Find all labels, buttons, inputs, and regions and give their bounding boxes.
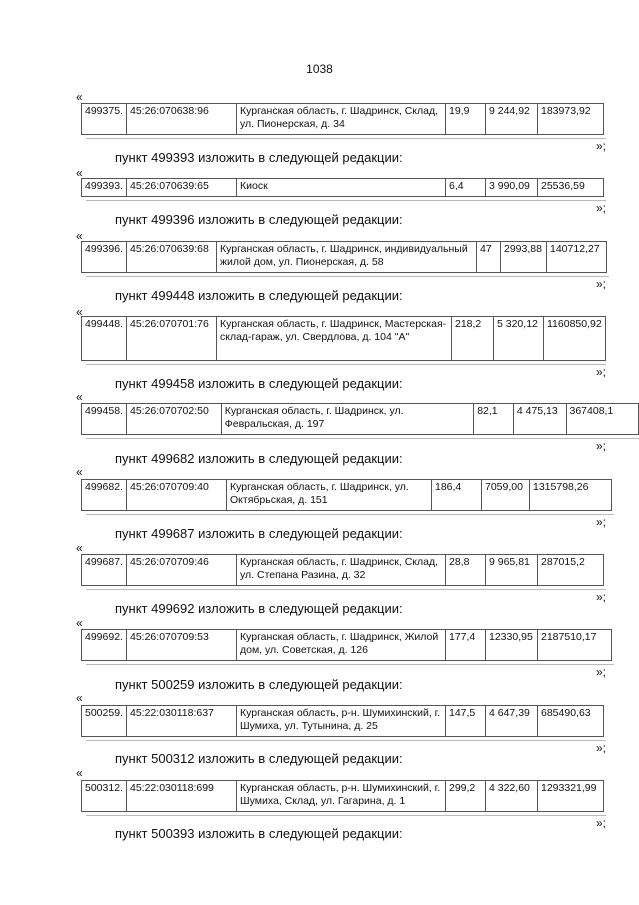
close-quote: »; bbox=[596, 590, 607, 604]
table-row bbox=[82, 242, 607, 273]
item-number: 499682. bbox=[82, 480, 127, 511]
item-number: 499448. bbox=[82, 317, 127, 361]
cadastral-value: 367408,1 bbox=[566, 404, 639, 435]
item-number: 499458. bbox=[82, 404, 127, 435]
page-number: 1038 bbox=[306, 62, 333, 76]
table-edge-line bbox=[86, 740, 606, 741]
address: Киоск bbox=[237, 179, 446, 197]
close-quote: »; bbox=[596, 741, 607, 755]
cadastral-number: 45:26:070639:65 bbox=[127, 179, 237, 197]
open-quote: « bbox=[76, 541, 83, 555]
area: 28,8 bbox=[446, 555, 486, 586]
item-number: 499393. bbox=[82, 179, 127, 197]
address: Курганская область, г. Шадринск, Склад, ул. Степана Разина, д. 32 bbox=[237, 555, 446, 586]
address: Курганская область, р-н. Шумихинский, г. Шумиха, Склад, ул. Гагарина, д. 1 bbox=[237, 781, 446, 812]
table-row bbox=[82, 404, 639, 435]
open-quote: « bbox=[76, 305, 83, 319]
amendment-intro: пункт 499458 изложить в следующей редакции: bbox=[115, 376, 403, 391]
open-quote: « bbox=[76, 766, 83, 780]
cadastral-number: 45:22:030118:637 bbox=[127, 706, 237, 737]
table-row bbox=[82, 781, 604, 812]
item-number: 499375. bbox=[82, 104, 127, 135]
area: 19,9 bbox=[446, 104, 486, 135]
amendment-intro: пункт 499682 изложить в следующей редакции: bbox=[115, 451, 403, 466]
cadastral-value: 183973,92 bbox=[538, 104, 604, 135]
address: Курганская область, г. Шадринск, Жилой дом, ул. Советская, д. 126 bbox=[237, 630, 446, 661]
address: Курганская область, г. Шадринск, ул. Октябрьская, д. 151 bbox=[227, 480, 432, 511]
area: 299,2 bbox=[446, 781, 486, 812]
item-number: 500312. bbox=[82, 781, 127, 812]
open-quote: « bbox=[76, 166, 83, 180]
close-quote: »; bbox=[596, 139, 607, 153]
unit-price: 4 322,60 bbox=[486, 781, 538, 812]
close-quote: »; bbox=[596, 365, 607, 379]
close-quote: »; bbox=[596, 515, 607, 529]
table-row bbox=[82, 555, 604, 586]
cadastral-number: 45:26:070701:76 bbox=[127, 317, 217, 361]
close-quote: »; bbox=[596, 816, 607, 830]
record-table bbox=[81, 403, 639, 435]
item-number: 499396. bbox=[82, 242, 127, 273]
table-edge-line bbox=[86, 815, 606, 816]
amendment-intro: пункт 500393 изложить в следующей редакции: bbox=[115, 826, 403, 841]
address: Курганская область, г. Шадринск, Мастерская-склад-гараж, ул. Свердлова, д. 104 "А" bbox=[217, 317, 452, 361]
cadastral-value: 685490,63 bbox=[538, 706, 604, 737]
table-row bbox=[82, 179, 604, 197]
table-row bbox=[82, 104, 604, 135]
amendment-intro: пункт 499393 изложить в следующей редакции: bbox=[115, 150, 403, 165]
amendment-intro: пункт 499396 изложить в следующей редакции: bbox=[115, 212, 403, 227]
cadastral-number: 45:26:070709:46 bbox=[127, 555, 237, 586]
record-table bbox=[81, 103, 604, 135]
table-edge-line bbox=[86, 138, 606, 139]
unit-price: 7059,00 bbox=[482, 480, 530, 511]
amendment-intro: пункт 500312 изложить в следующей редакции: bbox=[115, 751, 403, 766]
area: 147,5 bbox=[446, 706, 486, 737]
table-edge-line bbox=[86, 664, 614, 665]
cadastral-value: 287015,2 bbox=[538, 555, 604, 586]
cadastral-number: 45:26:070709:40 bbox=[127, 480, 227, 511]
record-table bbox=[81, 554, 604, 586]
table-edge-line bbox=[86, 276, 609, 277]
address: Курганская область, г. Шадринск, ул. Февральская, д. 197 bbox=[221, 404, 473, 435]
record-table bbox=[81, 629, 612, 661]
area: 186,4 bbox=[432, 480, 482, 511]
item-number: 500259. bbox=[82, 706, 127, 737]
unit-price: 4 647,39 bbox=[486, 706, 538, 737]
area: 47 bbox=[477, 242, 501, 273]
record-table bbox=[81, 241, 607, 273]
amendment-intro: пункт 500259 изложить в следующей редакции: bbox=[115, 677, 403, 692]
area: 6,4 bbox=[446, 179, 486, 197]
cadastral-value: 1293321,99 bbox=[538, 781, 604, 812]
open-quote: « bbox=[76, 691, 83, 705]
cadastral-value: 2187510,17 bbox=[538, 630, 612, 661]
record-table bbox=[81, 316, 606, 361]
cadastral-number: 45:26:070639:68 bbox=[127, 242, 217, 273]
open-quote: « bbox=[76, 390, 83, 404]
area: 218,2 bbox=[452, 317, 494, 361]
item-number: 499687. bbox=[82, 555, 127, 586]
table-edge-line bbox=[86, 438, 639, 439]
table-edge-line bbox=[86, 200, 606, 201]
open-quote: « bbox=[76, 465, 83, 479]
unit-price: 3 990,09 bbox=[486, 179, 538, 197]
record-table bbox=[81, 178, 604, 197]
close-quote: »; bbox=[596, 277, 607, 291]
close-quote: »; bbox=[596, 439, 607, 453]
close-quote: »; bbox=[596, 201, 607, 215]
address: Курганская область, г. Шадринск, индивидуальный жилой дом, ул. Пионерская, д. 58 bbox=[217, 242, 477, 273]
cadastral-number: 45:26:070638:96 bbox=[127, 104, 237, 135]
table-edge-line bbox=[86, 589, 606, 590]
table-edge-line bbox=[86, 514, 614, 515]
address: Курганская область, р-н. Шумихинский, г. Шумиха, ул. Тутынина, д. 25 bbox=[237, 706, 446, 737]
area: 82,1 bbox=[474, 404, 514, 435]
record-table bbox=[81, 479, 612, 511]
record-table bbox=[81, 705, 604, 737]
open-quote: « bbox=[76, 616, 83, 630]
table-row bbox=[82, 630, 612, 661]
unit-price: 4 475,13 bbox=[513, 404, 566, 435]
table-row bbox=[82, 480, 612, 511]
cadastral-value: 140712,27 bbox=[547, 242, 607, 273]
amendment-intro: пункт 499687 изложить в следующей редакции: bbox=[115, 526, 403, 541]
cadastral-number: 45:26:070702:50 bbox=[126, 404, 221, 435]
unit-price: 2993,88 bbox=[501, 242, 547, 273]
area: 177,4 bbox=[446, 630, 486, 661]
table-row bbox=[82, 317, 606, 361]
item-number: 499692. bbox=[82, 630, 127, 661]
cadastral-number: 45:26:070709:53 bbox=[127, 630, 237, 661]
open-quote: « bbox=[76, 90, 83, 104]
table-row bbox=[82, 706, 604, 737]
cadastral-value: 1315798,26 bbox=[530, 480, 612, 511]
address: Курганская область, г. Шадринск, Склад, ул. Пионерская, д. 34 bbox=[237, 104, 446, 135]
unit-price: 9 244,92 bbox=[486, 104, 538, 135]
table-edge-line bbox=[86, 364, 606, 365]
close-quote: »; bbox=[596, 665, 607, 679]
record-table bbox=[81, 780, 604, 812]
cadastral-value: 25536,59 bbox=[538, 179, 604, 197]
unit-price: 5 320,12 bbox=[494, 317, 544, 361]
open-quote: « bbox=[76, 229, 83, 243]
amendment-intro: пункт 499692 изложить в следующей редакции: bbox=[115, 601, 403, 616]
unit-price: 12330,95 bbox=[486, 630, 538, 661]
cadastral-number: 45:22:030118:699 bbox=[127, 781, 237, 812]
unit-price: 9 965,81 bbox=[486, 555, 538, 586]
cadastral-value: 1160850,92 bbox=[544, 317, 606, 361]
amendment-intro: пункт 499448 изложить в следующей редакции: bbox=[115, 288, 403, 303]
